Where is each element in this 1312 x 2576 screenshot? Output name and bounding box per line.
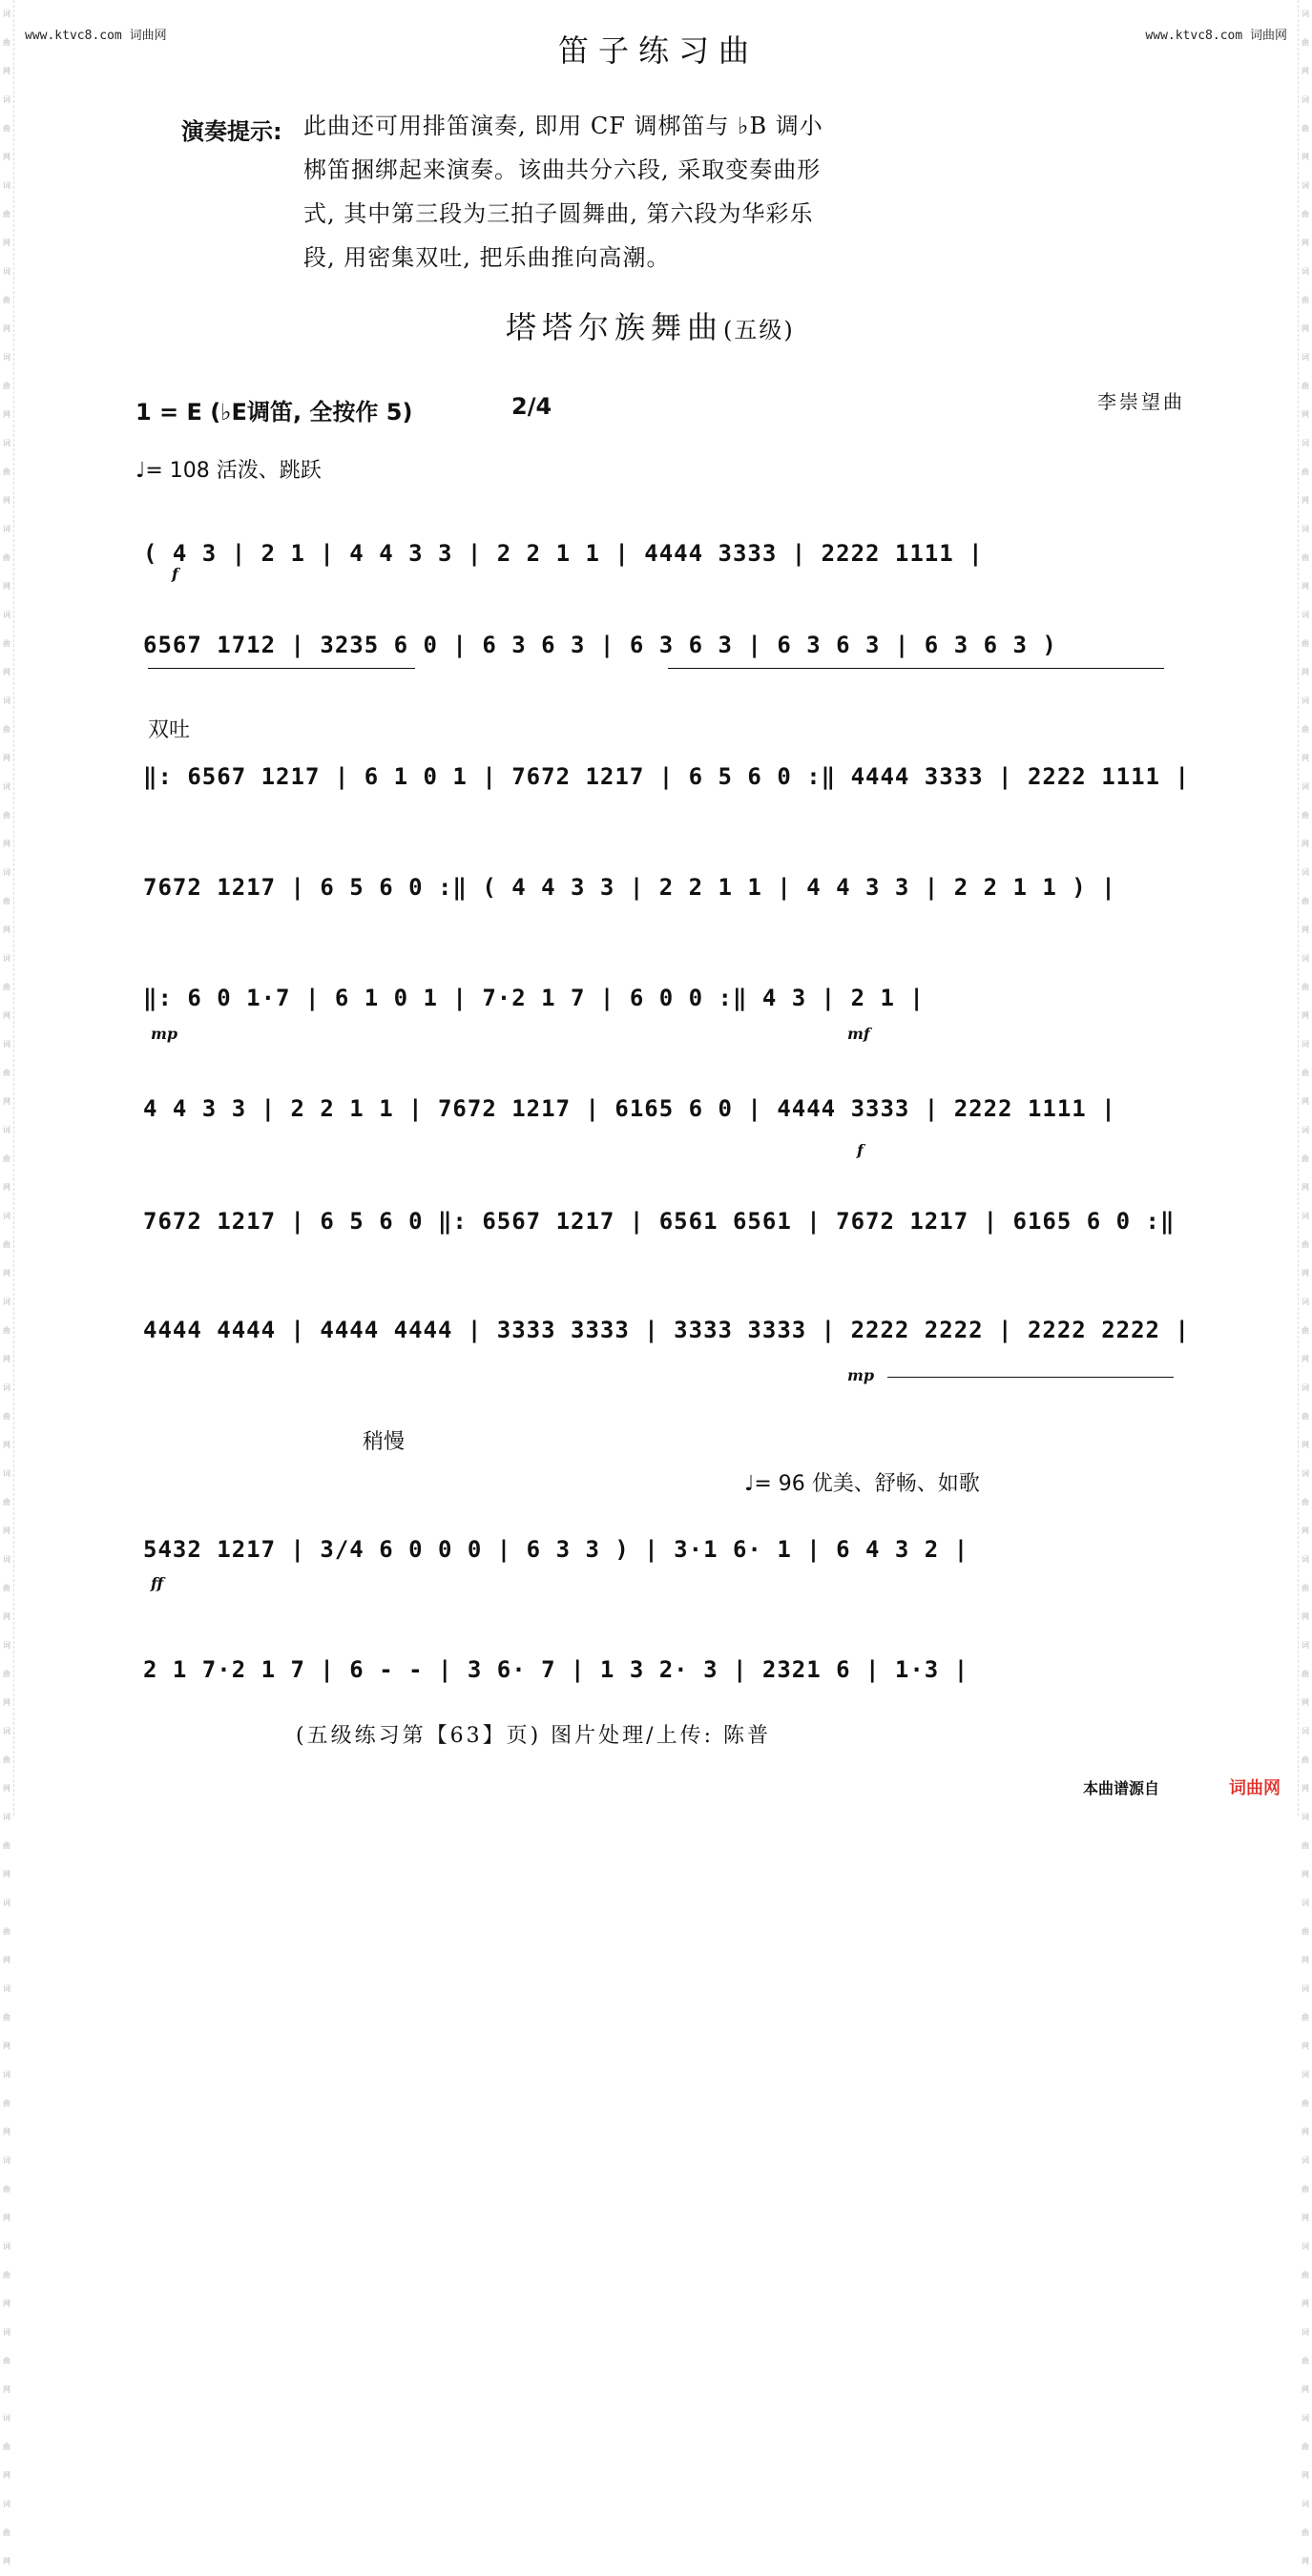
song-level: (五级) — [723, 317, 795, 343]
score-line-2 — [143, 614, 1193, 691]
key-signature: 1 = E (♭E调笛, 全按作 5) — [135, 399, 413, 426]
score-line-9-notes: 5432 1217 | 3/4 6 0 0 0 | 6 3 3 ) | 3·1 6· 1 | 6 4 3 2 | — [143, 1536, 969, 1563]
dynamic-mark: mp — [151, 1025, 178, 1043]
site-watermark-left: www.ktvc8.com 词曲网 — [25, 29, 167, 43]
score-line-6-notes: 4 4 3 3 | 2 2 1 1 | 7672 1217 | 6165 6 0 | 4444 3333 | 2222 1111 | — [143, 1095, 1116, 1122]
time-signature: 2/4 — [511, 393, 552, 420]
score-line-5-notes: ‖: 6 0 1·7 | 6 1 0 1 | 7·2 1 7 | 6 0 0 :‖ 4 3 | 2 1 | — [143, 985, 925, 1011]
left-watermark-strip: 词曲网词曲网词曲网词曲网词曲网词曲网词曲网词曲网词曲网词曲网词曲网词曲网词曲网词曲网词曲网词曲网词曲网词曲网词曲网词曲网词曲网词曲网词曲网词曲网词曲网词曲网词曲网词曲网词曲网词曲网 — [0, 0, 14, 1816]
score-line-3-notes: ‖: 6567 1217 | 6 1 0 1 | 7672 1217 | 6 5 6 0 :‖ 4444 3333 | 2222 1111 | — [143, 763, 1190, 790]
dynamic-mark: mp — [847, 1366, 875, 1384]
score-line-3 — [143, 746, 1193, 822]
dynamic-mark: f — [172, 565, 178, 583]
song-title — [506, 303, 795, 347]
song-title-text: 塔塔尔族舞曲 — [506, 309, 724, 345]
right-watermark-strip: 词曲网词曲网词曲网词曲网词曲网词曲网词曲网词曲网词曲网词曲网词曲网词曲网词曲网词曲网词曲网词曲网词曲网词曲网词曲网词曲网词曲网词曲网词曲网词曲网词曲网词曲网词曲网词曲网词曲网词曲网 — [1298, 0, 1312, 1816]
hint-line-2: 梆笛捆绑起来演奏。该曲共分六段, 采取变奏曲形 — [303, 156, 822, 183]
page-credit: (五级练习第【63】页) 图片处理/上传: 陈普 — [296, 1724, 771, 1748]
score-line-10 — [143, 1639, 1193, 1715]
page-title: 笛子练习曲 — [558, 32, 760, 69]
dynamic-mark: mf — [847, 1025, 870, 1043]
score-line-4-notes: 7672 1217 | 6 5 6 0 :‖ ( 4 4 3 3 | 2 2 1 1 | 4 4 3 3 | 2 2 1 1 ) | — [143, 874, 1116, 901]
tempo-marking-2: ♩= 96 优美、舒畅、如歌 — [744, 1472, 980, 1496]
score-line-8-notes: 4444 4444 | 4444 4444 | 3333 3333 | 3333 3333 | 2222 2222 | 2222 2222 | — [143, 1317, 1190, 1343]
dynamic-mark: f — [857, 1141, 864, 1159]
score-line-1 — [143, 523, 1193, 599]
double-tongue-label: 双吐 — [148, 718, 191, 742]
score-line-1-notes: ( 4 3 | 2 1 | 4 4 3 3 | 2 2 1 1 | 4444 3333 | 2222 1111 | — [143, 540, 984, 567]
site-watermark-right: www.ktvc8.com 词曲网 — [1145, 29, 1287, 43]
score-line-7 — [143, 1191, 1193, 1267]
source-brand-logo: 词曲网 — [1229, 1778, 1281, 1798]
score-line-4 — [143, 857, 1193, 933]
score-line-10-notes: 2 1 7·2 1 7 | 6 - - | 3 6· 7 | 1 3 2· 3 | 2321 6 | 1·3 | — [143, 1656, 969, 1683]
source-label: 本曲谱源自 — [1083, 1779, 1160, 1797]
crescendo-line — [887, 1377, 1174, 1379]
crescendo-line — [148, 668, 415, 670]
score-line-6 — [143, 1078, 1193, 1154]
score-line-5 — [143, 967, 1193, 1044]
dynamic-mark: ff — [151, 1574, 164, 1592]
score-line-8 — [143, 1299, 1193, 1376]
score-line-9 — [143, 1519, 1193, 1595]
hint-line-3: 式, 其中第三段为三拍子圆舞曲, 第六段为华彩乐 — [303, 200, 814, 227]
score-line-7-notes: 7672 1217 | 6 5 6 0 ‖: 6567 1217 | 6561 6561 | 7672 1217 | 6165 6 0 :‖ — [143, 1208, 1176, 1235]
hint-label: 演奏提示: — [181, 118, 282, 145]
hint-line-4: 段, 用密集双吐, 把乐曲推向高潮。 — [303, 244, 671, 271]
score-line-2-notes: 6567 1712 | 3235 6 0 | 6 3 6 3 | 6 3 6 3 | 6 3 6 3 | 6 3 6 3 ) — [143, 632, 1057, 658]
hint-line-1: 此曲还可用排笛演奏, 即用 CF 调梆笛与 ♭B 调小 — [303, 113, 823, 139]
composer: 李崇望曲 — [1097, 390, 1185, 413]
slower-label: 稍慢 — [363, 1430, 406, 1454]
tempo-marking-1: ♩= 108 活泼、跳跃 — [135, 459, 322, 483]
crescendo-line — [668, 668, 1164, 670]
